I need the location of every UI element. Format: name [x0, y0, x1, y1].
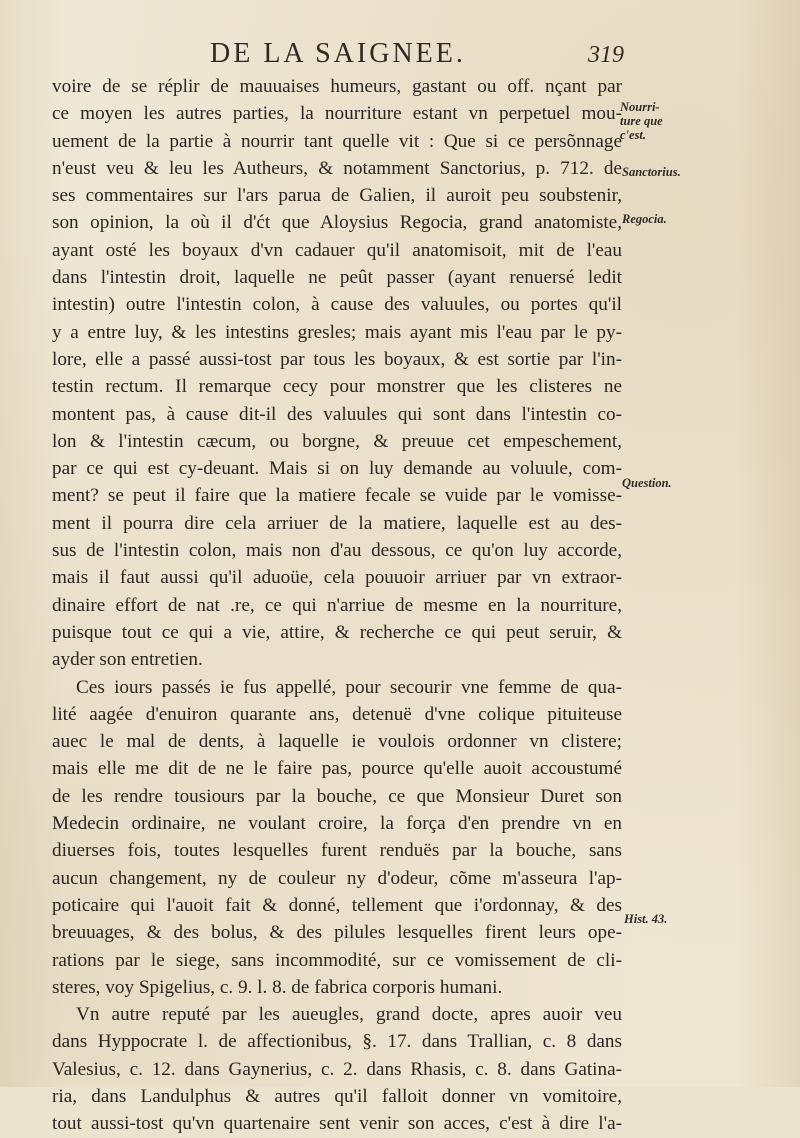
text-line: par ce qui est cy-deuant. Mais si on luy demande au voluule, com- — [52, 458, 622, 480]
text-line: mais il faut aussi qu'il aduoüe, cela pouuoir arriuer par vn extraor- — [52, 567, 622, 589]
text-line: rations par le siege, sans incommodité, sur ce vomissement de cli- — [52, 949, 622, 971]
text-line: dinaire effort de nat .re, ce qui n'arriue de mesme en la nourriture, — [52, 594, 622, 616]
text-line: diuerses fois, toutes lesquelles furent renduës par la bouche, sans — [52, 840, 622, 862]
text-line: lité aagée d'enuiron quarante ans, detenuë d'vne colique pituiteuse — [52, 703, 622, 725]
text-line: ment il pourra dire cela arriuer de la matiere, laquelle est au des- — [52, 512, 622, 534]
margin-note-nourriture: Nourri- ture que c'est. — [620, 100, 663, 142]
margin-note-question: Question. — [622, 476, 672, 490]
text-line: de les rendre tousiours par la bouche, ce que Monsieur Duret son — [52, 785, 622, 807]
text-line: ayant osté les boyaux d'vn cadauer qu'il anatomisoit, mit de l'eau — [52, 239, 622, 261]
running-head: DE LA SAIGNEE. — [210, 38, 466, 69]
paragraph-first-line: Vn autre reputé par les aueugles, grand docte, apres auoir veu — [76, 1004, 622, 1026]
text-line: steres, voy Spigelius, c. 9. l. 8. de fabrica corporis humani. — [52, 976, 503, 998]
text-line: ment? se peut il faire que la matiere fecale se vuide par le vomisse- — [52, 485, 622, 507]
text-line: auec le mal de dents, à laquelle ie voulois ordonner vn clistere; — [52, 731, 622, 753]
text-line: intestin) outre l'intestin colon, à cause des valuules, ou portes qu'il — [52, 294, 622, 316]
text-line: Medecin ordinaire, ne voulant croire, la força d'en prendre vn en — [52, 813, 622, 835]
text-line: poticaire qui l'auoit fait & donné, tellement que i'ordonnay, & des — [52, 894, 622, 916]
text-line: n'eust veu & leu les Autheurs, & notamment Sanctorius, p. 712. de — [52, 157, 622, 179]
text-line: uement de la partie à nourrir tant quelle vit : Que si ce persõnnage — [52, 130, 622, 152]
margin-note-regocia: Regocia. — [622, 212, 667, 226]
text-line: montent pas, à cause dit-il des valuules qui sont dans l'intestin co- — [52, 403, 622, 425]
text-line: breuuages, & des bolus, & des pilules lesquelles firent leurs ope- — [52, 922, 622, 944]
text-line: dans Hyppocrate l. de affectionibus, §. 17. dans Trallian, c. 8 dans — [52, 1031, 622, 1053]
page-number: 319 — [588, 42, 624, 68]
margin-note-hist: Hist. 43. — [624, 912, 668, 926]
text-line: puisque tout ce qui a vie, attire, & recherche ce qui peut seruir, & — [52, 621, 622, 643]
text-line: lon & l'intestin cæcum, ou borgne, & preuue cet empeschement, — [52, 430, 622, 452]
text-line: dans l'intestin droit, laquelle ne peût passer (ayant renuersé ledit — [52, 267, 622, 289]
text-line: Valesius, c. 12. dans Gaynerius, c. 2. dans Rhasis, c. 8. dans Gatina- — [52, 1058, 622, 1080]
text-line: y a entre luy, & les intestins gresles; mais ayant mis l'eau par le py- — [52, 321, 622, 343]
text-line: mais elle me dit de ne le faire pas, pource qu'elle auoit accoustumé — [52, 758, 622, 780]
text-line: ayder son entretien. — [52, 649, 203, 671]
text-line: aucun changement, ny de couleur ny d'odeur, cõme m'asseura l'ap- — [52, 867, 622, 889]
text-line: voire de se réplir de mauuaises humeurs, gastant ou off. nçant par — [52, 76, 622, 97]
paragraph-first-line: Ces iours passés ie fus appellé, pour secourir vne femme de qua- — [76, 676, 622, 698]
text-line: son opinion, la où il d'ćt que Aloysius Regocia, grand anatomiste, — [52, 212, 622, 234]
margin-note-sanctorius: Sanctorius. — [622, 165, 681, 179]
body-text — [52, 73, 622, 1138]
text-line: ses commentaires sur l'ars parua de Galien, il auroit peu soubstenir, — [52, 185, 622, 207]
text-line: testin rectum. Il remarque cecy pour monstrer que les clisteres ne — [52, 376, 622, 398]
text-line: ria, dans Landulphus & autres qu'il falloit donner vn vomitoire, — [52, 1085, 622, 1107]
text-line: lore, elle a passé aussi-tost par tous les boyaux, & est sortie par l'in- — [52, 348, 622, 370]
text-line: sus de l'intestin colon, mais non d'au dessous, ce qu'on luy accorde, — [52, 540, 622, 562]
text-line: ce moyen les autres parties, la nourriture estant vn perpetuel mou- — [52, 103, 622, 125]
text-line: tout aussi-tost qu'vn quartenaire sent venir son acces, c'est à dire l'a- — [52, 1113, 622, 1135]
page-header — [0, 38, 800, 72]
